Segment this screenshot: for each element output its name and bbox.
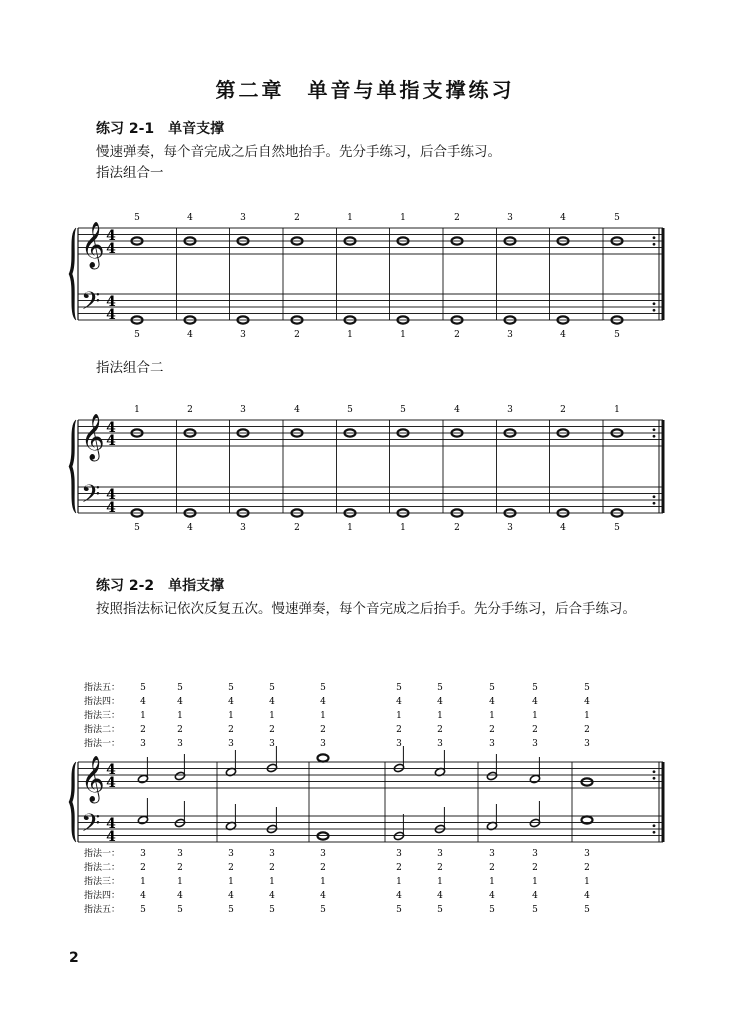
fingering-value: 2 — [396, 725, 402, 735]
bass-fingering: 4 — [187, 523, 193, 533]
fingering-value: 1 — [228, 711, 234, 721]
whole-note — [582, 816, 593, 823]
fingering-value: 2 — [584, 725, 590, 735]
treble-fingering: 5 — [347, 405, 353, 415]
bass-fingering: 3 — [507, 523, 513, 533]
fingering-value: 5 — [584, 905, 590, 915]
fingering-value: 4 — [532, 697, 538, 707]
time-signature-numerator: 4 — [106, 487, 116, 503]
fingering-value: 1 — [437, 877, 443, 887]
time-signature-denominator: 4 — [106, 433, 116, 449]
brace — [69, 420, 76, 513]
fingering-value: 2 — [320, 863, 326, 873]
fingering-value: 4 — [269, 697, 275, 707]
fingering-value: 4 — [584, 697, 590, 707]
treble-fingering: 3 — [507, 213, 513, 223]
combo2-label: 指法组合二 — [96, 360, 164, 376]
fingering-value: 5 — [177, 905, 183, 915]
fingering-row-label: 指法三： — [84, 877, 121, 887]
bass-clef-icon: 𝄢 — [81, 809, 101, 844]
fingering-value: 1 — [177, 877, 183, 887]
fingering-value: 5 — [140, 683, 146, 693]
bass-fingering: 5 — [614, 523, 620, 533]
fingering-value: 3 — [532, 849, 538, 859]
bass-fingering: 2 — [294, 330, 300, 340]
fingering-row-label: 指法二： — [84, 725, 121, 735]
repeat-dot — [653, 495, 656, 498]
fingering-value: 3 — [532, 739, 538, 749]
fingering-value: 5 — [396, 683, 402, 693]
treble-fingering: 2 — [187, 405, 193, 415]
fingering-value: 4 — [320, 697, 326, 707]
time-signature-numerator: 4 — [106, 420, 116, 436]
fingering-value: 3 — [489, 849, 495, 859]
fingering-value: 4 — [489, 697, 495, 707]
repeat-dot — [653, 236, 656, 239]
fingering-value: 5 — [437, 683, 443, 693]
fingering-value: 4 — [140, 891, 146, 901]
fingering-value: 2 — [140, 725, 146, 735]
treble-fingering: 3 — [507, 405, 513, 415]
treble-clef-icon: 𝄞 — [81, 222, 105, 268]
brace — [69, 762, 76, 842]
fingering-value: 5 — [320, 905, 326, 915]
fingering-value: 3 — [140, 849, 146, 859]
exercise-2-2-title: 练习 2-2 单指支撑 — [96, 578, 225, 594]
time-signature-denominator: 4 — [106, 307, 116, 323]
fingering-value: 1 — [269, 877, 275, 887]
repeat-dot — [653, 502, 656, 505]
fingering-value: 1 — [396, 711, 402, 721]
fingering-row-label: 指法三： — [84, 711, 121, 721]
bass-clef-icon: 𝄢 — [81, 287, 101, 322]
fingering-row-label: 指法四： — [84, 891, 121, 901]
treble-fingering: 2 — [454, 213, 460, 223]
fingering-value: 1 — [437, 711, 443, 721]
bass-fingering: 5 — [134, 523, 140, 533]
time-signature-numerator: 4 — [106, 294, 116, 310]
fingering-value: 3 — [437, 849, 443, 859]
fingering-value: 1 — [396, 877, 402, 887]
fingering-value: 2 — [177, 725, 183, 735]
fingering-value: 3 — [396, 849, 402, 859]
fingering-value: 3 — [140, 739, 146, 749]
fingering-value: 1 — [140, 877, 146, 887]
treble-fingering: 2 — [560, 405, 566, 415]
fingering-value: 4 — [140, 697, 146, 707]
treble-fingering: 5 — [134, 213, 140, 223]
exercise-2-2-instructions: 按照指法标记依次反复五次。慢速弹奏，每个音完成之后抬手。先分手练习，后合手练习。 — [96, 601, 636, 617]
fingering-value: 4 — [396, 891, 402, 901]
bass-clef-icon: 𝄢 — [81, 480, 101, 515]
treble-fingering: 5 — [614, 213, 620, 223]
bass-fingering: 2 — [454, 330, 460, 340]
repeat-dot — [653, 309, 656, 312]
treble-fingering: 1 — [134, 405, 140, 415]
bass-fingering: 5 — [614, 330, 620, 340]
page-number: 2 — [69, 950, 79, 966]
repeat-dot — [653, 777, 656, 780]
fingering-value: 5 — [140, 905, 146, 915]
treble-fingering: 1 — [347, 213, 353, 223]
fingering-value: 3 — [177, 739, 183, 749]
fingering-value: 3 — [584, 849, 590, 859]
fingering-value: 4 — [532, 891, 538, 901]
combo1-label: 指法组合一 — [96, 165, 164, 181]
whole-note — [582, 778, 593, 785]
fingering-value: 2 — [228, 863, 234, 873]
fingering-value: 1 — [320, 711, 326, 721]
fingering-value: 5 — [269, 905, 275, 915]
treble-clef-icon: 𝄞 — [81, 756, 105, 802]
repeat-dot — [653, 824, 656, 827]
time-signature-numerator: 4 — [106, 816, 116, 832]
fingering-value: 5 — [532, 905, 538, 915]
bass-fingering: 1 — [400, 330, 406, 340]
fingering-value: 4 — [584, 891, 590, 901]
fingering-value: 1 — [228, 877, 234, 887]
fingering-value: 4 — [437, 891, 443, 901]
fingering-value: 4 — [437, 697, 443, 707]
treble-fingering: 4 — [294, 405, 300, 415]
fingering-value: 4 — [228, 697, 234, 707]
fingering-value: 1 — [140, 711, 146, 721]
bass-fingering: 4 — [560, 330, 566, 340]
time-signature-denominator: 4 — [106, 500, 116, 516]
repeat-dot — [653, 435, 656, 438]
whole-note — [318, 754, 329, 761]
fingering-value: 4 — [320, 891, 326, 901]
repeat-dot — [653, 428, 656, 431]
fingering-value: 3 — [269, 739, 275, 749]
fingering-value: 3 — [320, 739, 326, 749]
fingering-value: 1 — [489, 711, 495, 721]
fingering-value: 4 — [177, 697, 183, 707]
fingering-value: 5 — [228, 905, 234, 915]
fingering-value: 1 — [489, 877, 495, 887]
fingering-value: 1 — [584, 877, 590, 887]
treble-fingering: 4 — [187, 213, 193, 223]
bass-fingering: 1 — [347, 523, 353, 533]
bass-fingering: 2 — [454, 523, 460, 533]
bass-fingering: 1 — [400, 523, 406, 533]
exercise-2-1-instructions: 慢速弹奏，每个音完成之后自然地抬手。先分手练习，后合手练习。 — [96, 144, 501, 160]
fingering-value: 3 — [177, 849, 183, 859]
fingering-value: 3 — [489, 739, 495, 749]
fingering-value: 2 — [489, 863, 495, 873]
fingering-value: 4 — [489, 891, 495, 901]
fingering-value: 2 — [177, 863, 183, 873]
fingering-value: 2 — [320, 725, 326, 735]
treble-clef-icon: 𝄞 — [81, 414, 105, 460]
fingering-value: 1 — [320, 877, 326, 887]
fingering-row-label: 指法二： — [84, 863, 121, 873]
exercise-2-1-title: 练习 2-1 单音支撑 — [96, 121, 225, 137]
fingering-value: 1 — [177, 711, 183, 721]
fingering-row-label: 指法五： — [84, 683, 121, 693]
repeat-dot — [653, 770, 656, 773]
treble-fingering: 5 — [400, 405, 406, 415]
fingering-value: 1 — [584, 711, 590, 721]
bass-fingering: 3 — [240, 523, 246, 533]
fingering-value: 5 — [177, 683, 183, 693]
repeat-dot — [653, 831, 656, 834]
fingering-value: 3 — [228, 739, 234, 749]
fingering-value: 4 — [228, 891, 234, 901]
fingering-value: 4 — [269, 891, 275, 901]
bass-fingering: 3 — [507, 330, 513, 340]
fingering-row-label: 指法一： — [84, 739, 121, 749]
time-signature-denominator: 4 — [106, 829, 116, 845]
fingering-value: 4 — [396, 697, 402, 707]
fingering-value: 1 — [532, 711, 538, 721]
fingering-value: 2 — [437, 863, 443, 873]
fingering-value: 5 — [489, 683, 495, 693]
repeat-dot — [653, 302, 656, 305]
fingering-value: 2 — [532, 725, 538, 735]
fingering-value: 3 — [269, 849, 275, 859]
time-signature-numerator: 4 — [106, 762, 116, 778]
time-signature-denominator: 4 — [106, 241, 116, 257]
bass-fingering: 2 — [294, 523, 300, 533]
bass-fingering: 4 — [187, 330, 193, 340]
treble-fingering: 2 — [294, 213, 300, 223]
brace — [69, 228, 76, 320]
bass-fingering: 5 — [134, 330, 140, 340]
fingering-row-label: 指法一： — [84, 849, 121, 859]
fingering-row-label: 指法五： — [84, 905, 121, 915]
treble-fingering: 4 — [560, 213, 566, 223]
fingering-value: 1 — [269, 711, 275, 721]
fingering-value: 2 — [437, 725, 443, 735]
fingering-value: 3 — [584, 739, 590, 749]
fingering-value: 5 — [269, 683, 275, 693]
treble-fingering: 1 — [614, 405, 620, 415]
treble-fingering: 3 — [240, 213, 246, 223]
fingering-value: 5 — [584, 683, 590, 693]
fingering-value: 5 — [228, 683, 234, 693]
time-signature-numerator: 4 — [106, 228, 116, 244]
bass-fingering: 4 — [560, 523, 566, 533]
chapter-title: 第二章 单音与单指支撑练习 — [215, 78, 515, 102]
repeat-dot — [653, 243, 656, 246]
fingering-value: 2 — [269, 863, 275, 873]
fingering-value: 5 — [320, 683, 326, 693]
fingering-row-label: 指法四： — [84, 697, 121, 707]
fingering-value: 2 — [532, 863, 538, 873]
time-signature-denominator: 4 — [106, 775, 116, 791]
fingering-value: 5 — [396, 905, 402, 915]
fingering-value: 3 — [228, 849, 234, 859]
treble-fingering: 3 — [240, 405, 246, 415]
fingering-value: 3 — [320, 849, 326, 859]
fingering-value: 3 — [437, 739, 443, 749]
treble-fingering: 4 — [454, 405, 460, 415]
whole-note — [318, 832, 329, 839]
fingering-value: 2 — [228, 725, 234, 735]
fingering-value: 5 — [489, 905, 495, 915]
bass-fingering: 3 — [240, 330, 246, 340]
fingering-value: 2 — [584, 863, 590, 873]
fingering-value: 4 — [177, 891, 183, 901]
fingering-value: 2 — [489, 725, 495, 735]
fingering-value: 2 — [140, 863, 146, 873]
fingering-value: 2 — [269, 725, 275, 735]
fingering-value: 2 — [396, 863, 402, 873]
fingering-value: 5 — [532, 683, 538, 693]
fingering-value: 1 — [532, 877, 538, 887]
bass-fingering: 1 — [347, 330, 353, 340]
fingering-value: 3 — [396, 739, 402, 749]
fingering-value: 5 — [437, 905, 443, 915]
treble-fingering: 1 — [400, 213, 406, 223]
